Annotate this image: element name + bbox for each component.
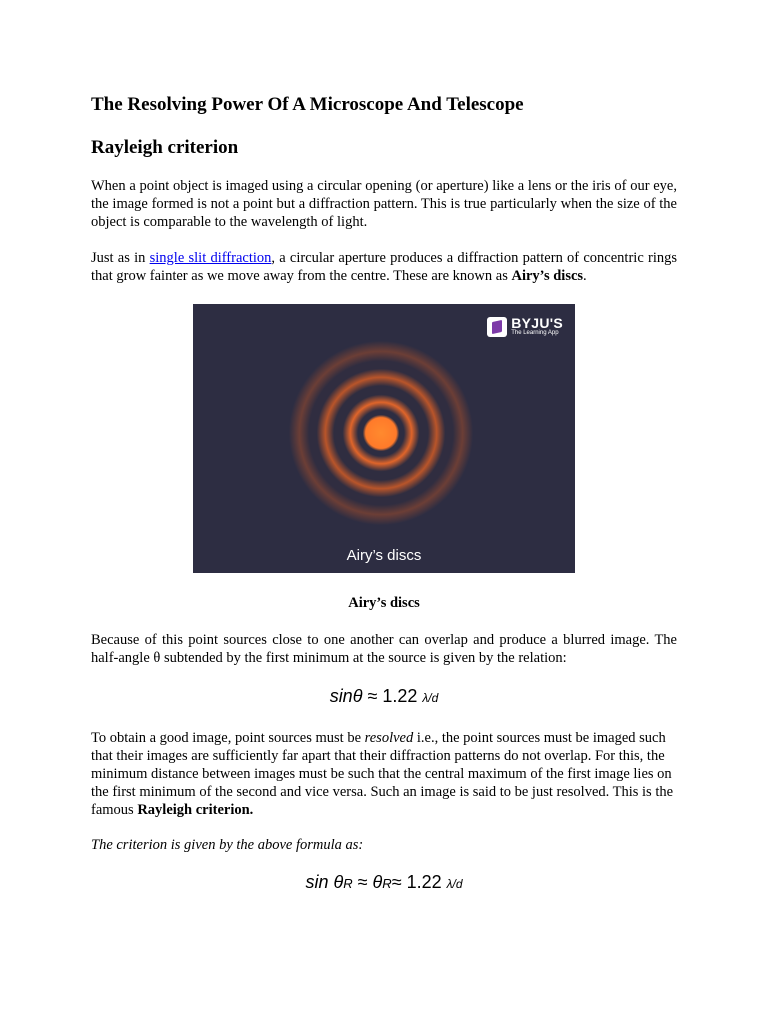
bold-term-airys-discs: Airy’s discs — [511, 268, 584, 284]
formula-subscript: R — [343, 876, 353, 891]
italic-term-resolved: resolved — [364, 730, 414, 746]
byjus-logo — [487, 316, 563, 337]
byjus-logo-icon — [487, 317, 507, 337]
paragraph-criterion-intro: The criterion is given by the above formula as: — [91, 837, 364, 853]
paragraph-resolved — [91, 729, 677, 819]
paragraph-overlap: Because of this point sources close to one another can overlap and produce a blurred image. The half-angle θ subtended by the first minimum at the source is given by the relation: — [91, 632, 677, 666]
formula-part: θ — [372, 872, 383, 892]
figure-caption: Airy’s discs — [348, 595, 420, 611]
formula-subscript: R — [382, 876, 392, 891]
formula-part: sin θ — [305, 872, 344, 892]
text-segment: . — [583, 268, 587, 284]
text-segment: To obtain a good image, point sources must be — [91, 730, 365, 746]
formula-rayleigh — [91, 872, 677, 893]
formula-ratio: λ/d — [422, 691, 439, 705]
logo-name: BYJU'S — [511, 315, 563, 331]
text-segment: , a circular aperture produces a diffraction pattern of concentric rings that grow fainter as we move away from the centre. These are known as — [91, 250, 677, 284]
airy-pattern-graphic — [193, 304, 575, 573]
formula-approx: ≈ 1.22 — [362, 686, 423, 706]
logo-tagline: The Learning App — [511, 330, 559, 336]
page-title: The Resolving Power Of A Microscope And Telescope — [91, 94, 524, 115]
bold-term-rayleigh: Rayleigh criterion. — [137, 802, 254, 818]
text-segment: i.e., the point sources must be imaged such that their images are sufficiently far apart that their diffraction patterns do not overlap. For this, the minimum distance between images must be such that the central maximum of the first image lies on the first minimum of the second and vice versa. Such an image is said to be just resolved. This is the famous — [91, 730, 674, 818]
section-heading: Rayleigh criterion — [91, 137, 239, 158]
formula-approx: ≈ — [352, 872, 373, 892]
single-slit-diffraction-link[interactable]: single slit diffraction — [149, 250, 272, 266]
paragraph-airy — [91, 249, 677, 285]
formula-sin-theta — [91, 686, 677, 707]
paragraph-intro: When a point object is imaged using a circular opening (or aperture) like a lens or the iris of our eye, the image formed is not a point but a diffraction pattern. This is true particularly when the size of the object is comparable to the wavelength of light. — [91, 178, 677, 230]
figure-label: Airy’s discs — [346, 547, 422, 564]
formula-approx: ≈ 1.22 — [391, 872, 447, 892]
airy-discs-figure — [193, 304, 575, 573]
text-segment: Just as in — [91, 250, 150, 266]
formula-ratio: λ/d — [446, 877, 463, 891]
formula-lhs: sinθ — [329, 686, 363, 706]
